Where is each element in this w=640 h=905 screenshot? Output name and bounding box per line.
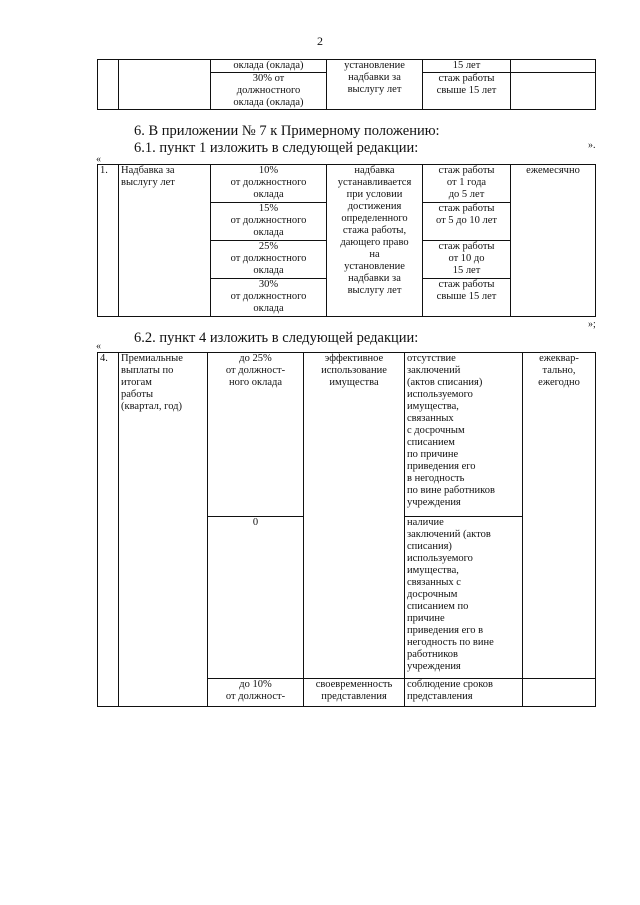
table-cell: ежемесячно [511, 165, 596, 317]
table-cell: установление надбавки за выслугу лет [327, 60, 423, 110]
table-cell: надбавка устанавливается при условии достижения определенного стажа работы, дающего право на установление надбавки за выслугу лет [327, 165, 423, 317]
item-name: Премиальные выплаты по итогам работы (квартал, год) [119, 353, 208, 707]
table-cell: 25% от должностного оклада [211, 241, 327, 279]
table-item-1 [97, 164, 596, 317]
table-cell: 15 лет [423, 60, 511, 73]
heading-6-1: 6.1. пункт 1 изложить в следующей редакции: [134, 140, 419, 156]
table-cell: стаж работы от 1 года до 5 лет [423, 165, 511, 203]
table-cell: до 10% от должност- [208, 679, 304, 707]
heading-section-6: 6. В приложении № 7 к Примерному положению: [134, 123, 440, 139]
table-cell [523, 679, 596, 707]
table-cell: до 25% от должност- ного оклада [208, 353, 304, 517]
item-name: Надбавка за выслугу лет [119, 165, 211, 317]
page-number: 2 [317, 34, 323, 48]
table-cell: 30% от должностного оклада (оклада) [211, 73, 327, 110]
table-cell: оклада (оклада) [211, 60, 327, 73]
opening-quote: « [96, 341, 101, 352]
table-continuation [97, 59, 596, 110]
table-cell [119, 60, 211, 110]
table-cell [511, 60, 596, 73]
table-cell: эффективное использование имущества [304, 353, 405, 679]
closing-quote: ». [588, 140, 596, 151]
table-cell: стаж работы свыше 15 лет [423, 279, 511, 317]
item-number: 1. [98, 165, 119, 317]
table-cell: ежеквар- тально, ежегодно [523, 353, 596, 679]
table-cell: 10% от должностного оклада [211, 165, 327, 203]
table-cell: 15% от должностного оклада [211, 203, 327, 241]
table-cell: стаж работы от 10 до 15 лет [423, 241, 511, 279]
item-number: 4. [98, 353, 119, 707]
table-cell: стаж работы от 5 до 10 лет [423, 203, 511, 241]
table-cell: стаж работы свыше 15 лет [423, 73, 511, 110]
table-cell: своевременность представления [304, 679, 405, 707]
table-cell [511, 73, 596, 110]
closing-quote: »; [588, 319, 596, 330]
table-cell: отсутствие заключений (актов списания) используемого имущества, связанных с досрочным списанием по причине приведения его в негодность по вине работников учреждения [405, 353, 523, 517]
opening-quote: « [96, 154, 101, 165]
table-cell: соблюдение сроков представления [405, 679, 523, 707]
table-cell: наличие заключений (актов списания) используемого имущества, связанных с досрочным списанием по причине приведения его в негодность по вине работников учреждения [405, 517, 523, 679]
table-item-4 [97, 352, 596, 707]
table-cell: 30% от должностного оклада [211, 279, 327, 317]
table-cell: 0 [208, 517, 304, 679]
heading-6-2: 6.2. пункт 4 изложить в следующей редакции: [134, 330, 419, 346]
table-cell [98, 60, 119, 110]
